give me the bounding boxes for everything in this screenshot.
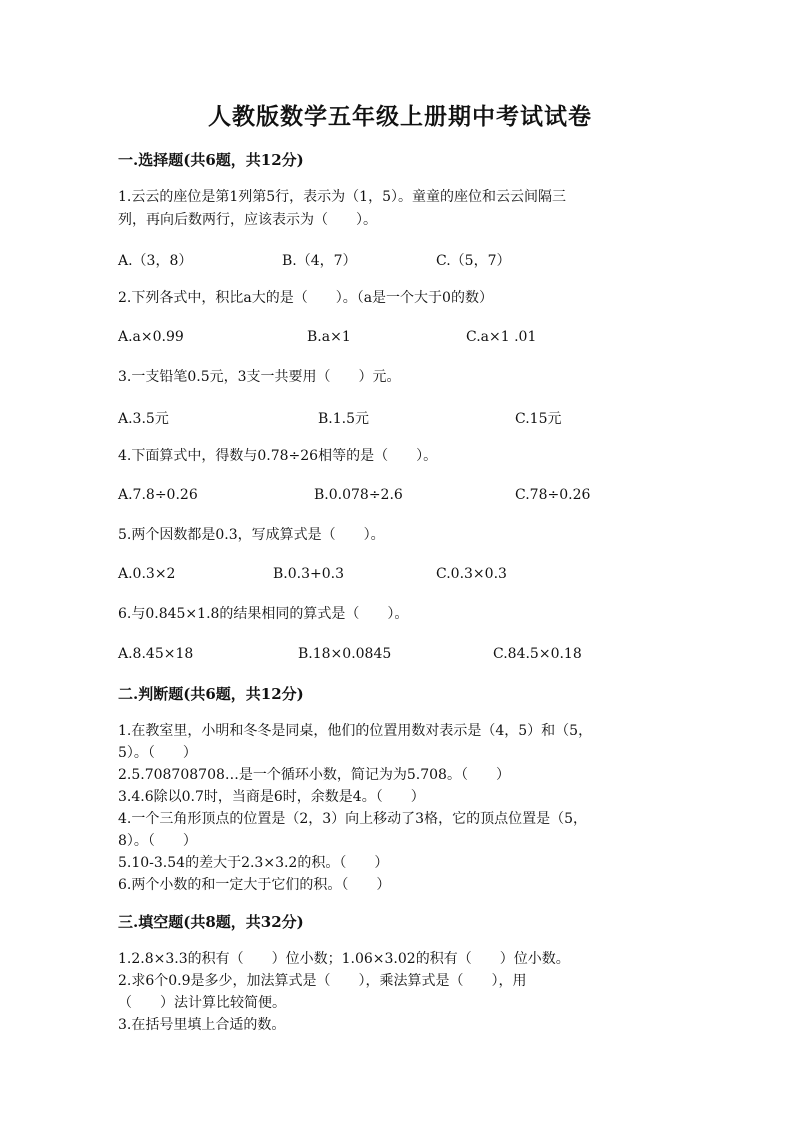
option-c: C.0.3×0.3 <box>436 566 507 582</box>
page-title: 人教版数学五年级上册期中考试试卷 <box>208 103 592 130</box>
question-line: 3.一支铅笔0.5元，3支一共要用（ ）元。 <box>118 369 401 385</box>
option-c: C.15元 <box>515 411 562 427</box>
option-a: A.3.5元 <box>118 411 169 427</box>
question-line: 3.在括号里填上合适的数。 <box>118 1017 286 1033</box>
option-c: C.a×1 .01 <box>466 329 537 345</box>
option-a: A.8.45×18 <box>118 646 194 662</box>
option-c: C.78÷0.26 <box>515 487 591 503</box>
section-heading-fill: 三.填空题(共8题，共32分) <box>118 913 304 931</box>
option-a: A.7.8÷0.26 <box>118 487 198 503</box>
question-line: 1.云云的座位是第1列第5行，表示为（1，5）。童童的座位和云云间隔三 <box>118 189 566 205</box>
option-c: C.84.5×0.18 <box>493 646 582 662</box>
question-line: 1.在教室里，小明和冬冬是同桌，他们的位置用数对表示是（4，5）和（5， <box>118 723 593 739</box>
section-heading-choice: 一.选择题(共6题，共12分) <box>118 151 304 169</box>
question-line: （ ）法计算比较简便。 <box>118 995 286 1011</box>
question-line: 2.下列各式中，积比a大的是（ ）。（a是一个大于0的数） <box>118 290 493 306</box>
question-line: 4.一个三角形顶点的位置是（2，3）向上移动了3格，它的顶点位置是（5， <box>118 811 587 827</box>
option-a: A.（3，8） <box>118 253 193 269</box>
question-line: 5.两个因数都是0.3，写成算式是（ ）。 <box>118 527 385 543</box>
question-line: 5.10-3.54的差大于2.3×3.2的积。（ ） <box>118 855 389 871</box>
option-b: B.0.078÷2.6 <box>314 487 403 503</box>
option-a: A.0.3×2 <box>118 566 176 582</box>
option-b: B.0.3+0.3 <box>273 566 344 582</box>
question-line: 2.5.708708708…是一个循环小数，简记为为5.708。（ ） <box>118 767 510 783</box>
question-line: 6.与0.845×1.8的结果相同的算式是（ ）。 <box>118 606 409 622</box>
question-line: 列，再向后数两行，应该表示为（ ）。 <box>118 212 377 228</box>
option-c: C.（5，7） <box>436 253 511 269</box>
question-line: 4.下面算式中，得数与0.78÷26相等的是（ ）。 <box>118 448 438 464</box>
option-b: B.18×0.0845 <box>298 646 392 662</box>
option-b: B.1.5元 <box>318 411 370 427</box>
option-b: B.（4，7） <box>282 253 357 269</box>
question-line: 2.求6个0.9是多少，加法算式是（ ），乘法算式是（ ），用 <box>118 973 527 989</box>
section-heading-judgement: 二.判断题(共6题，共12分) <box>118 685 304 703</box>
option-a: A.a×0.99 <box>118 329 184 345</box>
option-b: B.a×1 <box>307 329 351 345</box>
question-line: 3.4.6除以0.7时，当商是6时，余数是4。（ ） <box>118 789 425 805</box>
question-line: 1.2.8×3.3的积有（ ）位小数；1.06×3.02的积有（ ）位小数。 <box>118 951 570 967</box>
question-line: 5）。（ ） <box>118 745 197 761</box>
question-line: 6.两个小数的和一定大于它们的积。（ ） <box>118 877 391 893</box>
question-line: 8）。（ ） <box>118 833 197 849</box>
